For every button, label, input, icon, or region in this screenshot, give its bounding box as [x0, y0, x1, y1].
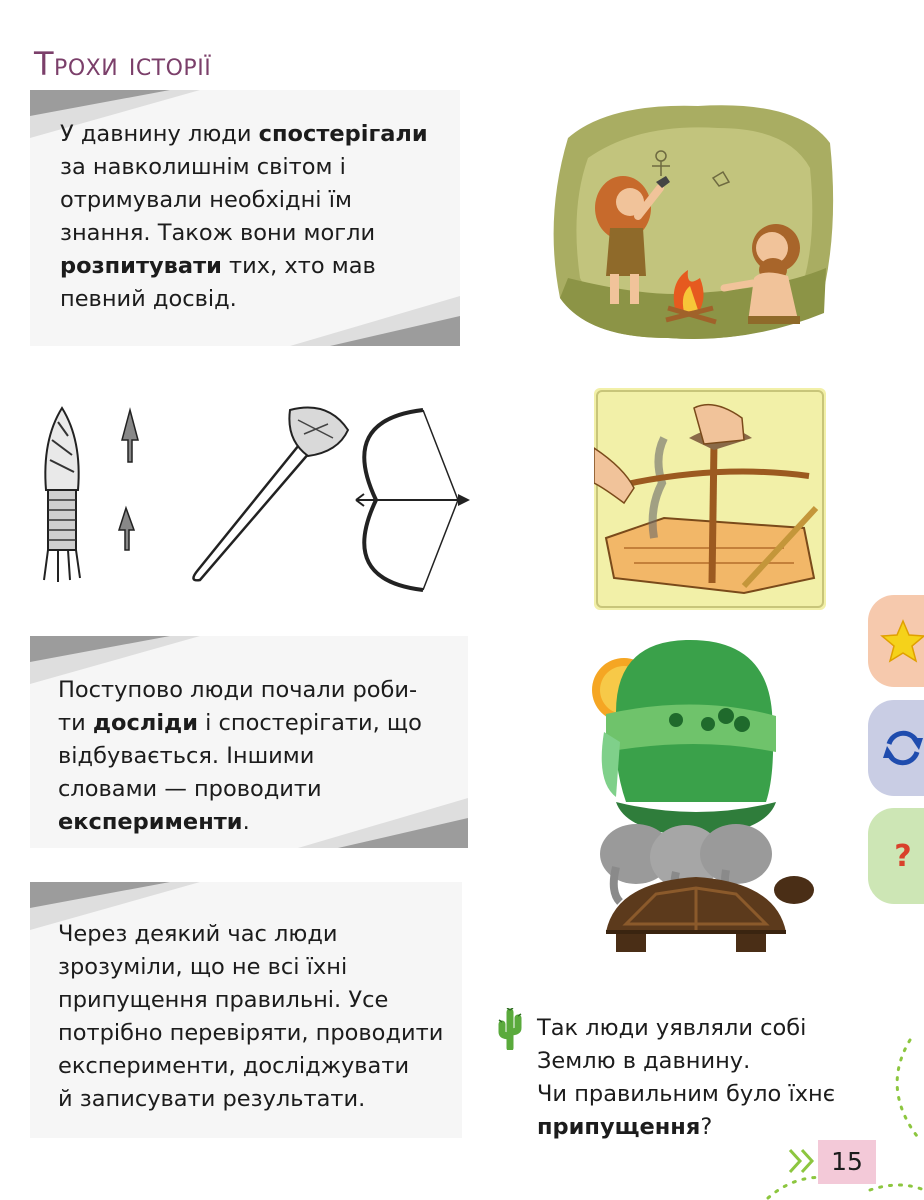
- card2-line4: словами — проводити: [58, 776, 322, 802]
- card1-line6: певний досвід.: [60, 286, 237, 312]
- card3-line3: припущення правильні. Усе: [58, 987, 389, 1013]
- card3-line2: зрозуміли, що не всі їхні: [58, 954, 348, 980]
- star-icon: [880, 618, 924, 664]
- card3-line4: потрібно перевіряти, проводити: [58, 1020, 444, 1046]
- card2-line2: ти досліди і спостерігати, що: [58, 710, 422, 736]
- caption-line2: Землю в давнину.: [537, 1048, 751, 1074]
- section-title: Трохи історії: [34, 45, 212, 83]
- card2-line1: Поступово люди почали роби-: [58, 677, 418, 703]
- page-number: 15: [818, 1140, 876, 1184]
- card1-line4: знання. Також вони могли: [60, 220, 376, 246]
- card1-line5: розпитувати тих, хто мав: [60, 253, 376, 279]
- card3-line5: експерименти, досліджувати: [58, 1053, 410, 1079]
- refresh-icon: [881, 726, 924, 770]
- caption-line4: припущення?: [537, 1114, 713, 1140]
- ancient-earth-model-illustration: [576, 632, 826, 978]
- stone-axe: [193, 408, 348, 581]
- chevron-right-icon: [786, 1146, 818, 1176]
- spear-head: [44, 408, 80, 582]
- star-tab[interactable]: [868, 595, 924, 687]
- card2-line5: експерименти.: [58, 809, 250, 835]
- question-mark: ?: [894, 838, 912, 874]
- caption-line1: Так люди уявляли собі: [537, 1015, 807, 1041]
- fire-drill-illustration: [594, 388, 826, 610]
- card-corner-bottom-right: [298, 798, 468, 848]
- text-card-history: [30, 90, 460, 346]
- bow-and-arrow: [356, 410, 470, 590]
- card3-line6: й записувати результати.: [58, 1086, 366, 1112]
- turtle: [606, 876, 814, 952]
- question-tab[interactable]: [868, 808, 924, 904]
- ancient-tools-illustration: [38, 400, 478, 600]
- card3-line1: Через деякий час люди: [58, 921, 338, 947]
- card1-line3: отримували необхідні їм: [60, 187, 352, 213]
- text-card-hypotheses: [30, 882, 462, 1138]
- refresh-tab[interactable]: [868, 700, 924, 796]
- text-card-experiments: [30, 636, 468, 848]
- cave-people-illustration: [548, 98, 838, 346]
- arrow-heads: [119, 410, 138, 550]
- card1-line1: У давнину люди спостерігали: [60, 121, 428, 147]
- card-corner-bottom-right: [290, 296, 460, 346]
- cactus-icon: [490, 1008, 530, 1050]
- card1-line2: за навколишнім світом і: [60, 154, 346, 180]
- caption-line3: Чи правильним було їхнє: [537, 1081, 836, 1107]
- card2-line3: відбувається. Іншими: [58, 743, 315, 769]
